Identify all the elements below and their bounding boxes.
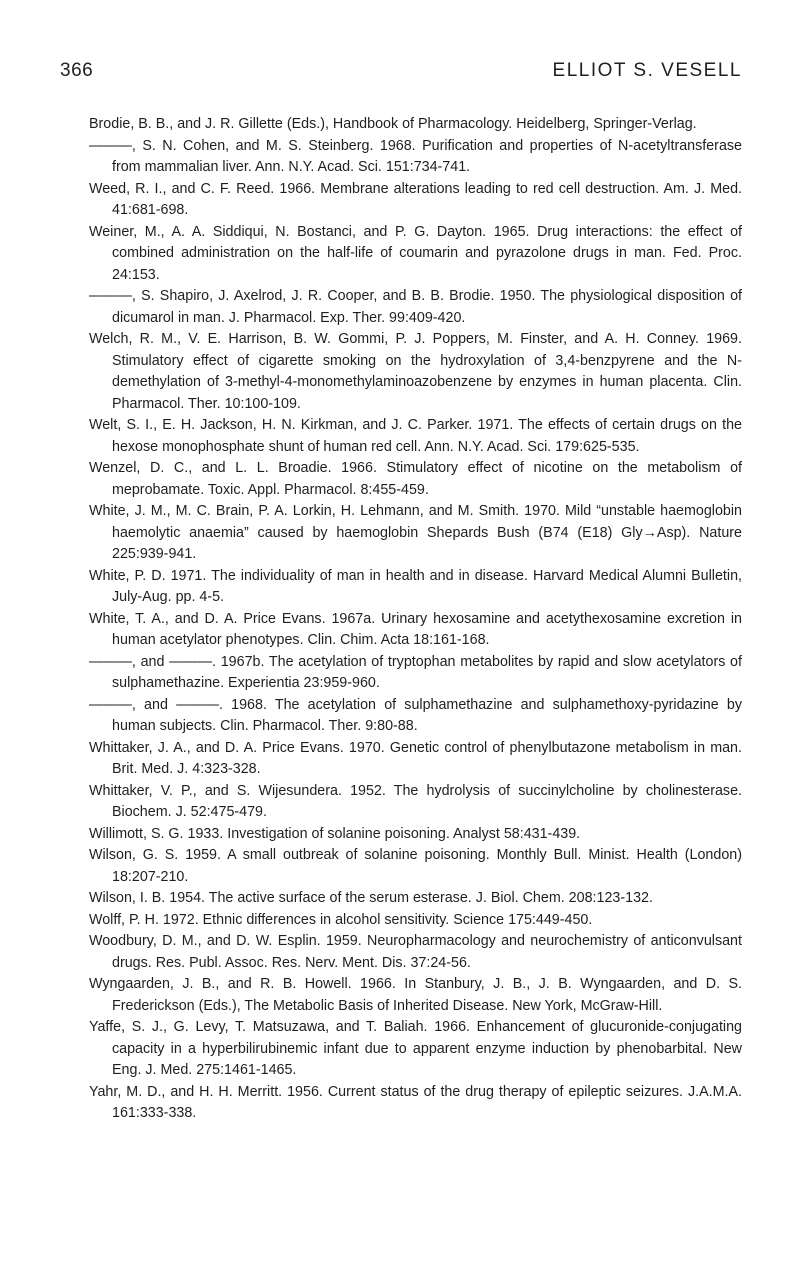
reference-entry: Woodbury, D. M., and D. W. Esplin. 1959. Neuropharmacology and neurochemistry of anticonvulsant drugs. Res. Publ. Assoc. Res. Nerv. Ment. Dis. 37:24-56. [89,933,742,971]
reference-entry: ———, S. Shapiro, J. Axelrod, J. R. Cooper, and B. B. Brodie. 1950. The physiological disposition of dicumarol in man. J. Pharmacol. Exp. Ther. 99:409-420. [89,288,742,326]
reference-entry: Yaffe, S. J., G. Levy, T. Matsuzawa, and T. Baliah. 1966. Enhancement of glucuronide-conjugating capacity in a hyperbilirubinemic infant due to apparent enzyme induction by phenobarbital. New Eng. J. Med. 275:1461-1465. [89,1019,742,1078]
reference-entry: Weiner, M., A. A. Siddiqui, N. Bostanci, and P. G. Dayton. 1965. Drug interactions: the effect of combined administration on the half-life of coumarin and pyrazolone drugs in man. Fed. Proc. 24:153. [89,223,742,283]
reference-entry: Wyngaarden, J. B., and R. B. Howell. 1966. In Stanbury, J. B., J. B. Wyngaarden, and D. S. Frederickson (Eds.), The Metabolic Basis of Inherited Disease. New York, McGraw-Hill. [89,976,742,1014]
reference-entry: White, P. D. 1971. The individuality of man in health and in disease. Harvard Medical Alumni Bulletin, July-Aug. pp. 4-5. [89,567,742,605]
reference-entry: Willimott, S. G. 1933. Investigation of solanine poisoning. Analyst 58:431-439. [89,825,581,842]
reference-entry: Whittaker, J. A., and D. A. Price Evans. 1970. Genetic control of phenylbutazone metabolism in man. Brit. Med. J. 4:323-328. [89,739,742,777]
reference-entry: ———, and ———. 1967b. The acetylation of tryptophan metabolites by rapid and slow acetylators of sulphamethazine. Experientia 23:959-960. [89,653,742,691]
running-head: ELLIOT S. VESELL [552,60,742,81]
reference-entry: Wenzel, D. C., and L. L. Broadie. 1966. Stimulatory effect of nicotine on the metabolism of meprobamate. Toxic. Appl. Pharmacol. 8:455-459. [89,460,742,498]
reference-entry: ———, S. N. Cohen, and M. S. Steinberg. 1968. Purification and properties of N-acetyltransferase from mammalian liver. Ann. N.Y. Acad. Sci. 151:734-741. [89,137,742,175]
reference-entry: Wilson, I. B. 1954. The active surface of the serum esterase. J. Biol. Chem. 208:123-132. [89,890,653,906]
reference-entry: Welch, R. M., V. E. Harrison, B. W. Gommi, P. J. Poppers, M. Finster, and A. H. Conney. 1969. Stimulatory effect of cigarette smoking on the hydroxylation of 3,4-benzpyrene and the N-demethylation of 3-methyl-4-monomethylaminoazobenzene by enzymes in human placenta. Clin. Pharmacol. Ther. 10:100-109. [89,331,742,412]
page-header [60,60,742,90]
reference-entry: Wilson, G. S. 1959. A small outbreak of solanine poisoning. Monthly Bull. Minist. Health (London) 18:207-210. [89,847,742,885]
reference-entry: Welt, S. I., E. H. Jackson, H. N. Kirkman, and J. C. Parker. 1971. The effects of certain drugs on the hexose monophosphate shunt of human red cell. Ann. N.Y. Acad. Sci. 179:625-535. [89,417,742,455]
reference-entry: Brodie, B. B., and J. R. Gillette (Eds.), Handbook of Pharmacology. Heidelberg, Springer-Verlag. [89,116,697,132]
reference-entry: Whittaker, V. P., and S. Wijesundera. 1952. The hydrolysis of succinylcholine by cholinesterase. Biochem. J. 52:475-479. [89,782,742,820]
reference-entry: Weed, R. I., and C. F. Reed. 1966. Membrane alterations leading to red cell destruction. Am. J. Med. 41:681-698. [89,180,742,218]
page-number: 366 [60,60,94,81]
reference-entry: ———, and ———. 1968. The acetylation of sulphamethazine and sulphamethoxy-pyridazine by human subjects. Clin. Pharmacol. Ther. 9:80-88. [89,696,742,734]
reference-entry: Yahr, M. D., and H. H. Merritt. 1956. Current status of the drug therapy of epileptic seizures. J.A.M.A. 161:333-338. [89,1083,742,1121]
reference-list [89,114,742,1125]
reference-entry: White, T. A., and D. A. Price Evans. 1967a. Urinary hexosamine and acetythexosamine excretion in human acetylator phenotypes. Clin. Chim. Acta 18:161-168. [89,610,742,648]
reference-entry: Wolff, P. H. 1972. Ethnic differences in alcohol sensitivity. Science 175:449-450. [89,911,593,928]
reference-entry: White, J. M., M. C. Brain, P. A. Lorkin, H. Lehmann, and M. Smith. 1970. Mild “unstable haemoglobin haemolytic anaemia” caused by haemoglobin Shepards Bush (B74 (E18) Gly→Asp). Nature 225:939-941. [89,503,742,562]
